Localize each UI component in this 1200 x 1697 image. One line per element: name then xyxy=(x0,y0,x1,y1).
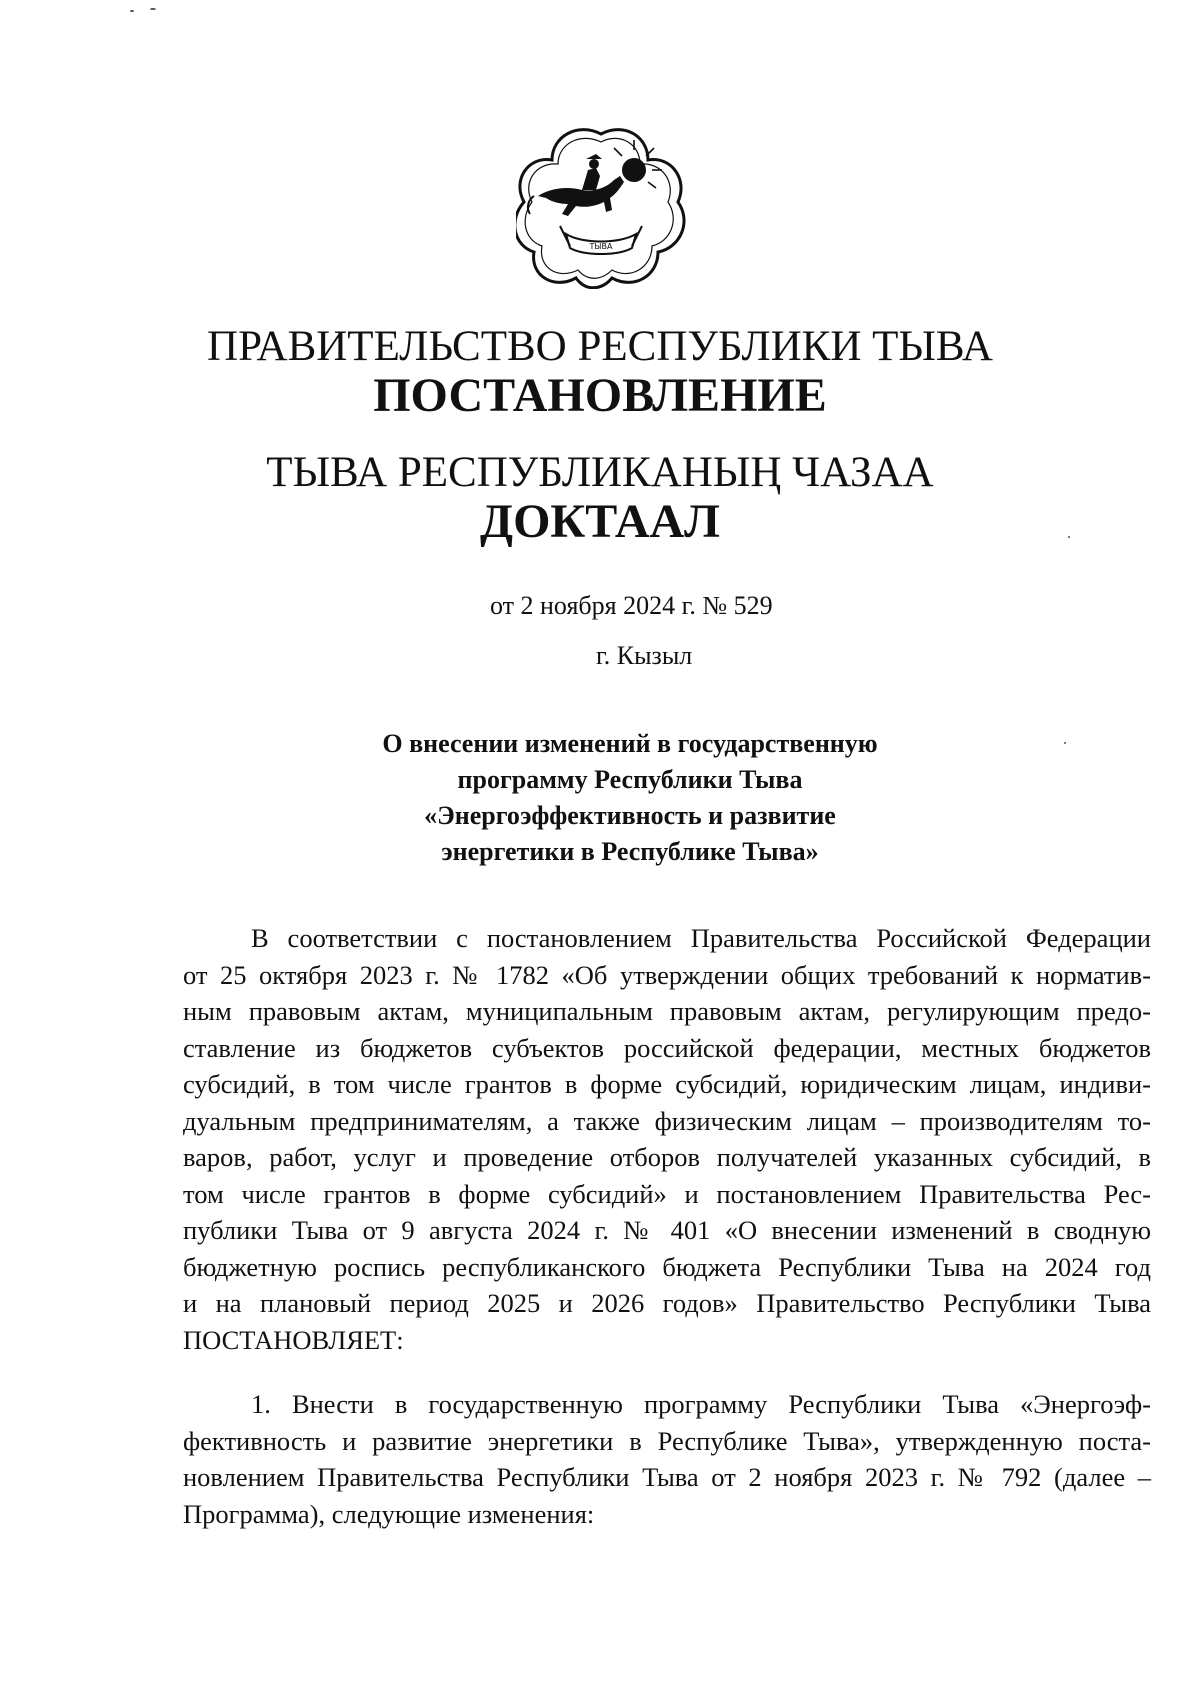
coat-of-arms-emblem xyxy=(516,126,686,289)
government-title-ru: ПРАВИТЕЛЬСТВО РЕСПУБЛИКИ ТЫВА xyxy=(207,323,993,370)
scan-speck xyxy=(150,8,156,10)
decree-city: г. Кызыл xyxy=(596,641,693,670)
text-line: варов, работ, услуг и проведение отборов получателей указанных субсидий, в xyxy=(183,1142,1151,1172)
text-line: ным правовым актам, муниципальным правовым актам, регулирующим предо- xyxy=(183,996,1151,1026)
text-line: от 25 октября 2023 г. № 1782 «Об утверждении общих требований к норматив- xyxy=(183,959,1151,990)
text-line: ПОСТАНОВЛЯЕТ: xyxy=(183,1324,404,1355)
text-line: публики Тыва от 9 августа 2024 г. № 401 «О внесении изменений в сводную xyxy=(183,1215,1151,1245)
subject-line: О внесении изменений в государственную xyxy=(382,729,878,758)
scan-speck xyxy=(1064,742,1066,744)
text-line: 1. Внести в государственную программу Республики Тыва «Энергоэф- xyxy=(251,1389,1151,1419)
subject-line: программу Республики Тыва xyxy=(457,765,803,794)
text-line: бюджетную роспись республиканского бюджета Республики Тыва на 2024 год xyxy=(183,1251,1151,1282)
text-line: В соответствии с постановлением Правительства Российской Федерации xyxy=(251,923,1151,953)
article-1-paragraph xyxy=(183,1386,1151,1532)
government-title-tyv: ТЫВА РЕСПУБЛИКАНЫҢ ЧАЗАА xyxy=(266,449,934,496)
svg-text:ТЫВА: ТЫВА xyxy=(589,242,613,251)
preamble-paragraph xyxy=(183,920,1151,1358)
decree-title-tyv: ДОКТААЛ xyxy=(480,495,720,548)
decree-subject xyxy=(300,726,960,870)
decree-date-number: от 2 ноября 2024 г. № 529 xyxy=(490,591,773,620)
text-line: дуальным предпринимателям, а также физическим лицам – производителям то- xyxy=(183,1105,1151,1136)
text-line: Программа), следующие изменения: xyxy=(183,1498,595,1529)
text-line: фективность и развитие энергетики в Республике Тыва», утвержденную поста- xyxy=(183,1425,1151,1456)
scan-speck xyxy=(1068,536,1070,538)
text-line: том числе грантов в форме субсидий» и постановлением Правительства Рес- xyxy=(183,1178,1151,1209)
decree-title-ru: ПОСТАНОВЛЕНИЕ xyxy=(373,369,827,422)
text-line: субсидий, в том числе грантов в форме субсидий, юридическим лицам, индиви- xyxy=(183,1069,1151,1099)
subject-line: энергетики в Республике Тыва» xyxy=(441,837,819,866)
scan-speck xyxy=(130,10,134,12)
subject-line: «Энергоэффективность и развитие xyxy=(424,801,836,830)
text-line: ставление из бюджетов субъектов российской федерации, местных бюджетов xyxy=(183,1032,1151,1063)
text-line: новлением Правительства Республики Тыва от 2 ноября 2023 г. № 792 (далее – xyxy=(183,1462,1151,1492)
text-line: и на плановый период 2025 и 2026 годов» Правительство Республики Тыва xyxy=(183,1288,1151,1318)
